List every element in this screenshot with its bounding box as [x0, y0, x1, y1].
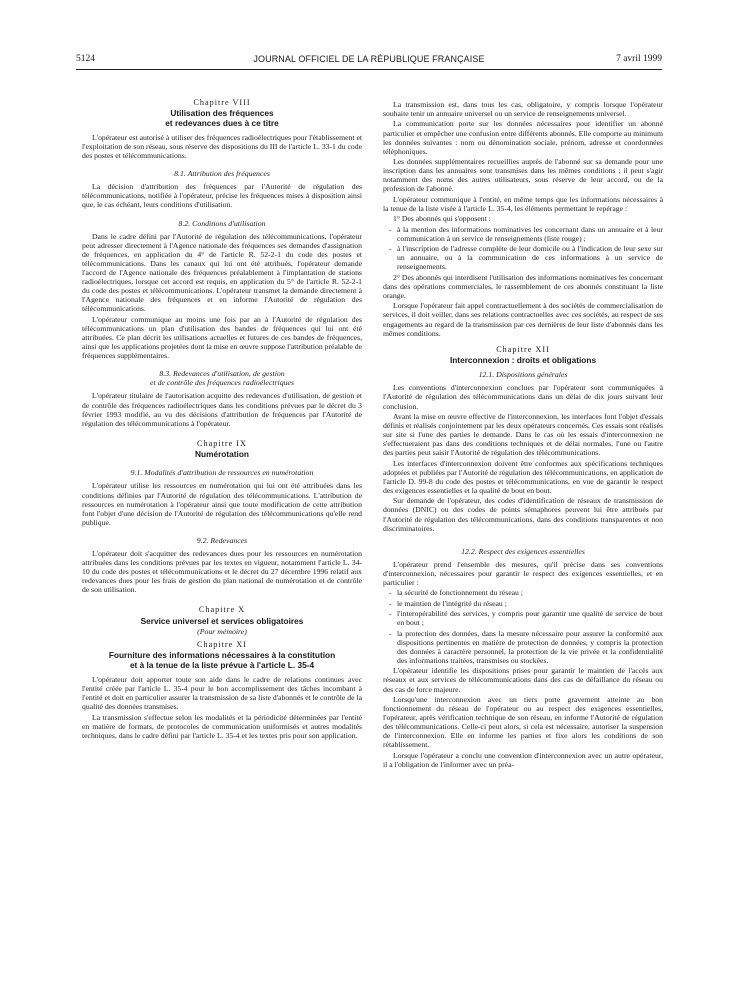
- paragraph: L'opérateur utilise les ressources en numérotation qui lui ont été attribuées dans les conditions définies par l'Autorité de régulation des télécommunications. L'attribution de ressources en numérotation à l'opérateur ainsi que toute modification de cette attribution font l'objet d'une décision de l'Autorité de régulation des télécommunications qu'elle rend publique.: [82, 481, 362, 527]
- paragraph: Lorsqu'une interconnexion avec un tiers porte gravement atteinte au bon fonctionnement du réseau de l'opérateur ou au respect des exigences essentielles, l'opérateur, après vérification technique de son réseau, en informe l'Autorité de régulation des télécommunications. Celle-ci peut alors, si cela est nécessaire, autoriser la suspension de l'interconnexion. Elle en informe les parties et fixe alors les conditions de son rétablissement.: [383, 694, 663, 750]
- paragraph: Avant la mise en œuvre effective de l'interconnexion, les interfaces font l'objet d'essais définis et réalisés conjointement par les deux opérateurs concernés. Ces essais sont réalisés sur site si l'une des parties le demande. Dans le cas où les essais d'interconnexion ne s'effectueraient pas dans des conditions techniques et de délai normales, l'une ou l'autre des parties peut saisir l'Autorité de régulation des télécommunications.: [383, 411, 663, 458]
- chapter-heading: Chapitre XI: [197, 640, 247, 650]
- section-heading: 9.2. Redevances: [196, 535, 248, 545]
- chapter-title: [82, 651, 362, 670]
- list-item: - la protection des données, dans la mesure nécessaire pour assurer la conformité aux dispositions pertinentes en matière de protection de données, y compris la protection des données à caractère personnel, la protection de la vie privée et la confidentialité des informations traitées, transmises ou stockées.: [389, 628, 663, 665]
- paragraph: Lorsque l'opérateur a conclu une convention d'interconnexion avec un autre opérateur, il a l'obligation de l'informer avec un préa-: [383, 750, 663, 769]
- list-item: - à la mention des informations nominatives les concernant dans un annuaire et à leur communication à un service de renseignements (liste rouge) ;: [389, 224, 663, 243]
- paragraph: L'opérateur titulaire de l'autorisation acquitte des redevances d'utilisation, de gestion et de contrôle des fréquences radioélectriques dans les conditions prévues par le décret du 3 février 1993 modifié, au vu des décisions d'attribution de fréquences par l'Autorité de régulation des télécommunications à l'opérateur.: [82, 391, 362, 428]
- chapter-title-line: Fourniture des informations nécessaires à la constitution: [108, 650, 336, 661]
- chapter-heading: Chapitre X: [198, 605, 246, 615]
- chapter-title: Interconnexion : droits et obligations: [449, 354, 597, 365]
- chapter-title: [82, 109, 362, 128]
- chapter-title-line: et redevances dues à ce titre: [165, 117, 279, 128]
- section-heading: 12.2. Respect des exigences essentielles: [461, 546, 585, 556]
- paragraph: L'opérateur doit apporter toute son aide dans le cadre de relations continues avec l'entité créée par l'article L. 35-4 pour le bon accomplissement des tâches incombant à l'entité et doit en particulier assurer la transmission de sa liste d'abonnés et le contrôle de la qualité des données transmises.: [82, 674, 362, 712]
- chapter-title: Service universel et services obligatoires: [140, 615, 304, 626]
- journal-title: JOURNAL OFFICIEL DE LA RÉPUBLIQUE FRANÇAISE: [253, 54, 485, 64]
- chapter-title-line: Utilisation des fréquences: [170, 108, 274, 119]
- list-item-text: le maintien de l'intégrité du réseau ;: [397, 598, 507, 608]
- chapter-title: Numérotation: [195, 448, 249, 459]
- paragraph: L'opérateur est autorisé à utiliser des fréquences radioélectriques pour l'établissement et l'exploitation de son réseau, sous réserve des dispositions du III de l'article L. 33-1 du code des postes et télécommunications.: [82, 132, 362, 161]
- section-heading: 8.1. Attribution des fréquences: [174, 169, 270, 179]
- issue-date: 7 avril 1999: [616, 54, 662, 64]
- paragraph: La transmission est, dans tous les cas, obligatoire, y compris lorsque l'opérateur souhaite tenir un annuaire universel ou un service de renseignements universel.: [383, 100, 663, 119]
- paragraph: L'opérateur prend l'ensemble des mesures, qu'il précise dans ses conventions d'interconnexion, nécessaires pour garantir le respect des exigences essentielles, et en particulier :: [383, 559, 663, 587]
- list-item-text: l'interopérabilité des services, y compris pour garantir une qualité de service de bout en bout ;: [397, 609, 663, 628]
- list-item: - la sécurité de fonctionnement du réseau ;: [389, 588, 523, 598]
- left-column: [82, 98, 362, 741]
- list-item: - le maintien de l'intégrité du réseau ;: [389, 598, 507, 608]
- paragraph: Sur demande de l'opérateur, des codes d'identification de réseaux de transmission de données (DNIC) ou des codes de points sémaphores peuvent lui être attribués par l'Autorité de régulation des télécommunications, dans des conditions transparentes et non discriminatoires.: [383, 496, 663, 533]
- list-item-text: à l'inscription de l'adresse complète de leur domicile ou à l'indication de leur sexe sur un annuaire, ou à la communication de ces informations à un service de renseignements.: [397, 244, 663, 272]
- paragraph: L'opérateur communique à l'entité, en même temps que les informations nécessaires à la tenue de la liste visée à l'article L. 35-4, les éléments permettant le repérage :: [383, 194, 663, 213]
- paragraph: La décision d'attribution des fréquences par l'Autorité de régulation des télécommunications, notifiée à l'opérateur, précise les fréquences mises à disposition ainsi que, le cas échéant, leurs conditions d'utilisation.: [82, 182, 362, 210]
- paragraph: Lorsque l'opérateur fait appel contractuellement à des sociétés de commercialisation de services, il doit veiller, dans ses relations contractuelles avec ces sociétés, au respect de ses engagements au regard de la transmission par ces dernières de leur liste d'abonnés dans les mêmes conditions.: [383, 301, 663, 338]
- paragraph: L'opérateur doit s'acquitter des redevances dues pour les ressources en numérotation attribuées dans les conditions prévues par les textes en vigueur, notamment l'article L. 34-10 du code des postes et télécommunications et le décret du 27 décembre 1996 relatif aux redevances dues pour les frais de gestion du plan national de numérotation et de contrôle de son utilisation.: [82, 548, 362, 595]
- memo-note: (Pour mémoire): [197, 626, 247, 636]
- page-number: 5124: [76, 54, 95, 64]
- paragraph: La communication porte sur les données nécessaires pour identifier un abonné particulier et empêcher une confusion entre différents abonnés. Elle comporte au minimum les données suivantes : nom ou dénomination sociale, prénom, adresse et coordonnées téléphoniques.: [383, 119, 663, 156]
- chapter-title-line: et à la tenue de la liste prévue à l'article L. 35-4: [129, 659, 315, 670]
- chapter-heading: Chapitre XII: [496, 344, 550, 354]
- paragraph: Dans le cadre défini par l'Autorité de régulation des télécommunications, l'opérateur peut adresser directement à l'Agence nationale des fréquences ses demandes d'assignation de fréquences, en application du 4° de l'article R. 52-2-1 du code des postes et télécommunications. Dans les canaux qui lui ont été attribués, l'opérateur demande l'accord de l'Agence nationale des fréquences préalablement à l'implantation de stations radioélectriques, lorsque cet accord est requis, en application du 5° de l'article R. 52-2-1 du code des postes et télécommunications. L'opérateur transmet la demande directement à l'Agence nationale des fréquences et en informe l'Autorité de régulation des télécommunications.: [82, 231, 362, 314]
- paragraph: La transmission s'effectue selon les modalités et la périodicité déterminées par l'entité en matière de formats, de protocoles de communication uniformisés et autres modalités techniques, dans le cadre défini par l'article L. 35-4 et les textes pris pour son application.: [82, 712, 362, 740]
- running-header: [76, 54, 662, 68]
- paragraph: Les interfaces d'interconnexion doivent être conformes aux spécifications techniques adoptées et publiées par l'Autorité de régulation des télécommunications, en application de l'article D. 99-8 du code des postes et télécommunications, en vue de garantir le respect des exigences essentielles et la qualité de bout en bout.: [383, 458, 663, 495]
- chapter-heading: Chapitre VIII: [193, 98, 251, 107]
- header-rule: [76, 69, 662, 70]
- section-heading-line: et de contrôle des fréquences radioélectriques: [150, 378, 294, 388]
- paragraph: Les données supplémentaires recueillies auprès de l'abonné sur sa demande pour une inscription dans les annuaires sont transmises dans les mêmes conditions ; il peut s'agir notamment des noms des autres utilisateurs, sous réserve de leur accord, ou de la profession de l'abonné.: [383, 157, 663, 194]
- section-heading-line: 8.3. Redevances d'utilisation, de gestion: [159, 369, 285, 379]
- paragraph: L'opérateur identifie les dispositions prises pour garantir le maintien de l'accès aux réseaux et aux services de télécommunications dans des cas de défaillance du réseau ou des cas de force majeure.: [383, 666, 663, 694]
- section-heading: [82, 369, 362, 387]
- paragraph: L'opérateur communique au moins une fois par an à l'Autorité de régulation des télécommunications un plan d'utilisation des bandes de fréquences qui lui ont été attribuées. Ce plan décrit les utilisations actuelles et futures de ces bandes de fréquences, ainsi que les applications projetées dont la mise en œuvre suppose l'attribution préalable de fréquences supplémentaires.: [82, 314, 362, 361]
- list-item: - l'interopérabilité des services, y compris pour garantir une qualité de service de bout en bout ;: [389, 609, 663, 628]
- right-column: [383, 100, 663, 770]
- chapter-heading: Chapitre IX: [197, 438, 247, 448]
- paragraph: Les conventions d'interconnexion conclues par l'opérateur sont communiquées à l'Autorité de régulation des télécommunications dans un délai de dix jours suivant leur conclusion.: [383, 383, 663, 411]
- paragraph: 2° Des abonnés qui interdisent l'utilisation des informations nominatives les concernant dans des opérations commerciales, le rassemblement de ces abonnés constituant la liste orange.: [383, 272, 663, 300]
- list-item-text: à la mention des informations nominatives les concernant dans un annuaire et à leur communication à un service de renseignements (liste rouge) ;: [397, 224, 663, 243]
- section-heading: 9.1. Modalités d'attribution de ressources en numérotation: [130, 468, 314, 478]
- section-heading: 8.2. Conditions d'utilisation: [178, 218, 266, 228]
- section-heading: 12.1. Dispositions générales: [478, 370, 568, 380]
- paragraph: 1° Des abonnés qui s'opposent :: [393, 214, 491, 224]
- list-item-text: la sécurité de fonctionnement du réseau ;: [397, 588, 523, 598]
- list-item: - à l'inscription de l'adresse complète de leur domicile ou à l'indication de leur sexe sur un annuaire, ou à la communication de ces informations à un service de renseignements.: [389, 244, 663, 272]
- list-item-text: la protection des données, dans la mesure nécessaire pour assurer la conformité aux dispositions pertinentes en matière de protection de données, y compris la protection des données à caractère personnel, la protection de la vie privée et la confidentialité des informations traitées, transmises ou stockées.: [397, 628, 663, 665]
